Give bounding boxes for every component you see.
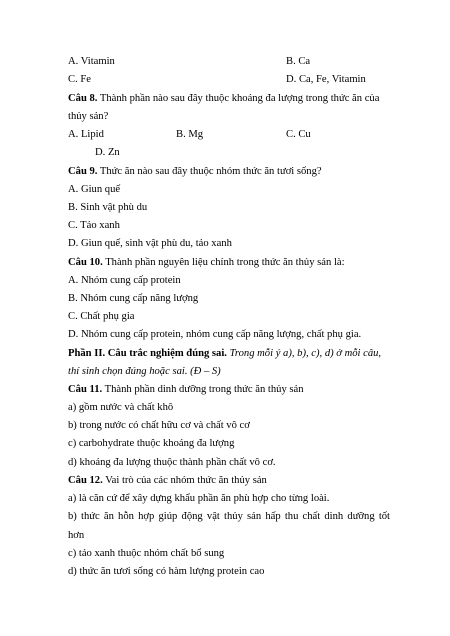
option-row [68, 73, 390, 86]
question-8 [68, 92, 390, 105]
option-c: C. Tảo xanh [68, 220, 120, 231]
option-a: A. Vitamin [68, 56, 115, 67]
statement-d: d) thức ăn tươi sống có hàm lượng protein cao [68, 566, 265, 577]
option-b: B. Sinh vật phù du [68, 202, 148, 213]
section-instruction: Trong mỗi ý a), b), c), d) ở mỗi câu, [226, 348, 382, 359]
option-b: B. Mg [176, 129, 204, 140]
section-heading: Phần II. Câu trắc nghiệm đúng sai. [68, 348, 227, 359]
question-8-cont [68, 110, 390, 123]
question-text: Thức ăn nào sau đây thuộc nhóm thức ăn tươi sống? [97, 166, 322, 177]
option-c: C. Chất phụ gia [68, 311, 135, 322]
question-12 [68, 474, 390, 487]
statement-b: b) thức ăn hỗn hợp giúp động vật thủy sản hấp thu chất dinh dưỡng tốt [68, 511, 390, 522]
part-2-heading [68, 347, 390, 360]
question-9 [68, 165, 390, 178]
statement-a: a) là căn cứ để xây dựng khẩu phần ăn phù hợp cho từng loài. [68, 493, 330, 504]
statement-a: a) gồm nước và chất khô [68, 402, 174, 413]
question-label: Câu 9. [68, 166, 98, 177]
question-text: Thành phần nào sau đây thuộc khoáng đa lượng trong thức ăn của [97, 93, 380, 104]
option-d: D. Ca, Fe, Vitamin [286, 74, 366, 85]
option-c: C. Cu [286, 129, 311, 140]
option-a: A. Lipid [68, 129, 104, 140]
option-b: B. Nhóm cung cấp năng lượng [68, 293, 199, 304]
option-b: B. Ca [286, 56, 311, 67]
question-10 [68, 256, 390, 269]
question-label: Câu 10. [68, 257, 103, 268]
question-11 [68, 383, 390, 396]
option-d: D. Giun quế, sinh vật phù du, tảo xanh [68, 238, 232, 249]
statement-b: b) trong nước có chất hữu cơ và chất vô cơ [68, 420, 250, 431]
statement-c: c) tảo xanh thuộc nhóm chất bổ sung [68, 548, 225, 559]
question-text: Vai trò của các nhóm thức ăn thủy sản [102, 475, 267, 486]
question-label: Câu 8. [68, 93, 98, 104]
section-instruction-cont: thí sinh chọn đúng hoặc sai. (Đ – S) [68, 366, 221, 377]
option-c: C. Fe [68, 74, 91, 85]
option-row [68, 55, 390, 68]
question-text: Thành phần dinh dưỡng trong thức ăn thủy sản [102, 384, 304, 395]
option-d: D. Zn [95, 147, 120, 158]
option-d: D. Nhóm cung cấp protein, nhóm cung cấp năng lượng, chất phụ gia. [68, 329, 362, 340]
option-a: A. Giun quế [68, 184, 121, 195]
question-label: Câu 12. [68, 475, 103, 486]
option-a: A. Nhóm cung cấp protein [68, 275, 181, 286]
question-label: Câu 11. [68, 384, 103, 395]
statement-b-cont: hơn [68, 530, 85, 541]
part-2-instruction-cont [68, 365, 390, 378]
question-text-cont: thủy sản? [68, 111, 109, 122]
statement-d: d) khoáng đa lượng thuộc thành phần chất vô cơ. [68, 457, 276, 468]
question-text: Thành phần nguyên liệu chính trong thức ăn thủy sản là: [102, 257, 345, 268]
statement-c: c) carbohydrate thuộc khoáng đa lượng [68, 438, 235, 449]
